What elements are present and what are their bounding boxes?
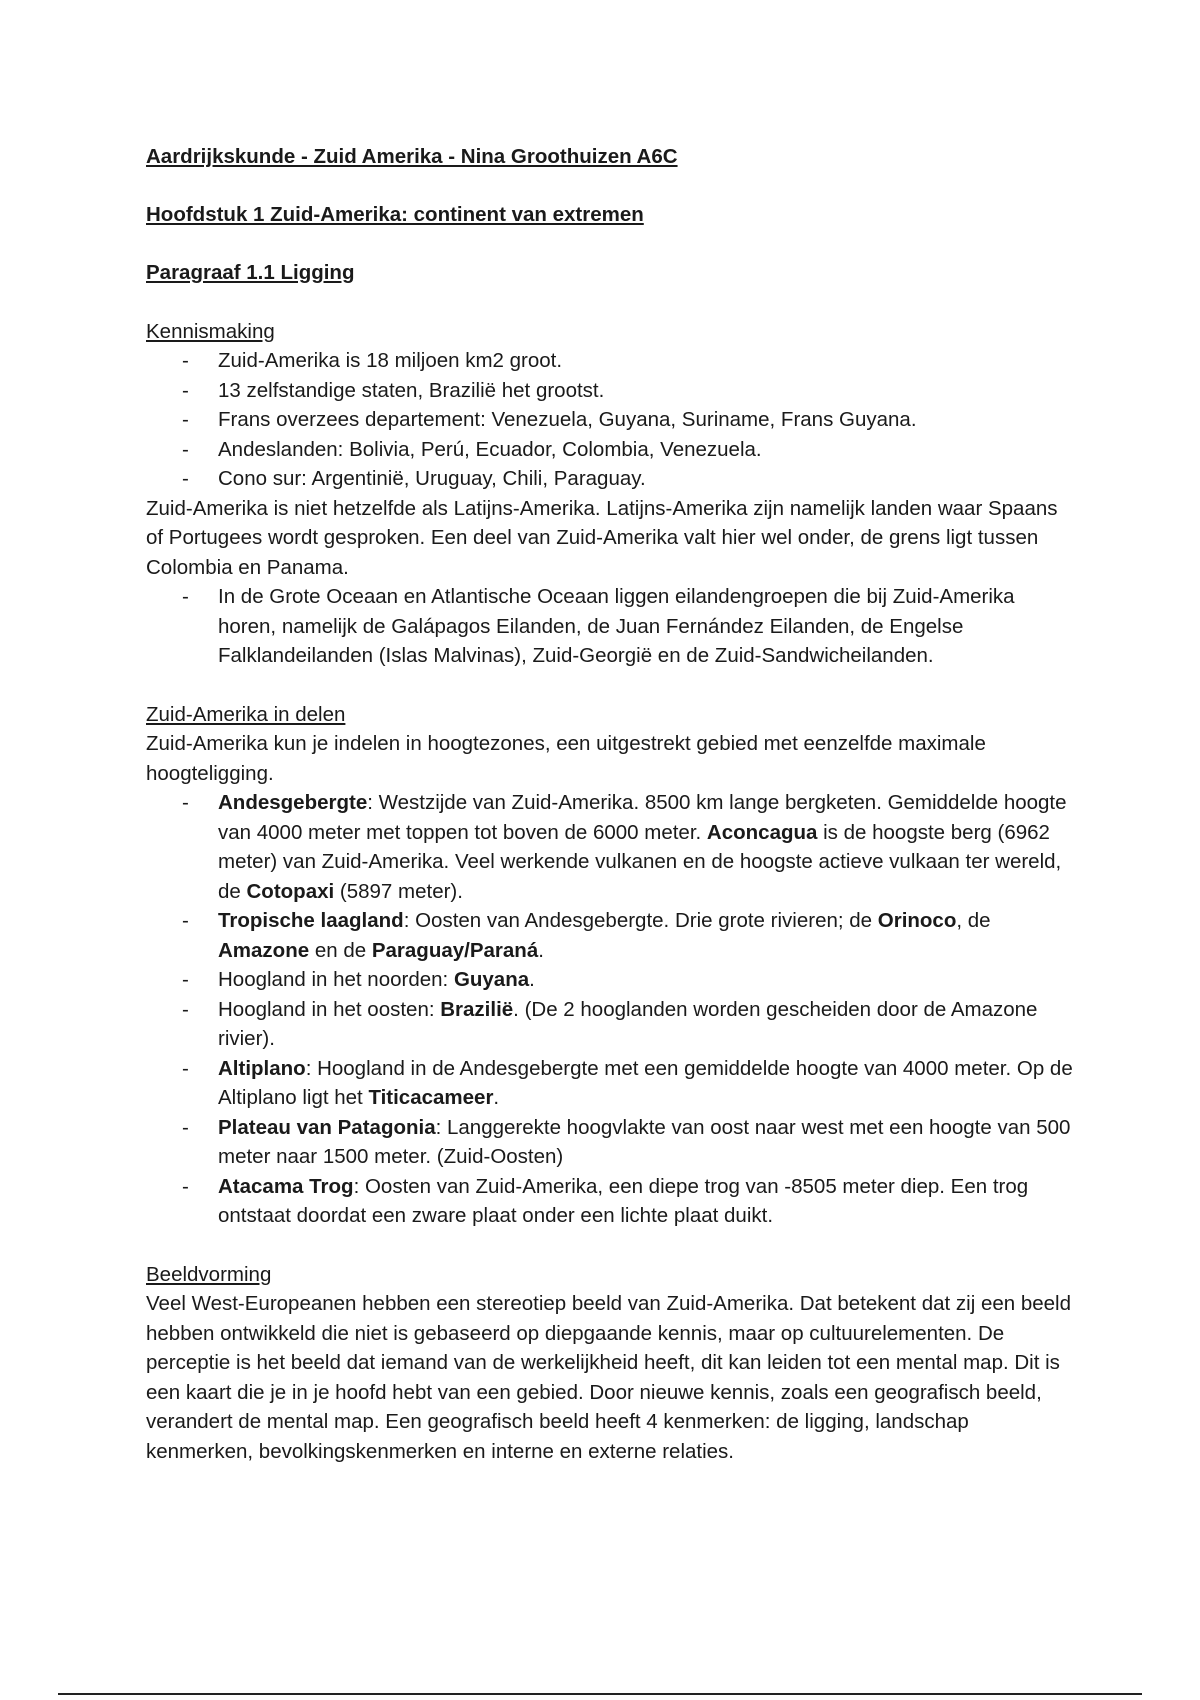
section-delen (146, 700, 1076, 1231)
term-bold: Altiplano (218, 1056, 306, 1080)
list-item: - In de Grote Oceaan en Atlantische Oceaan liggen eilandengroepen die bij Zuid-Amerika horen, namelijk de Galápagos Eilanden, de Juan Fernández Eilanden, de Engelse Falklandeilanden (Islas Malvinas), Zuid-Georgië en de Zuid-Sandwicheilanden. (146, 582, 1076, 671)
section-kennismaking (146, 317, 1076, 671)
list-item-tropisch: - Tropische laagland: Oosten van Andesgebergte. Drie grote rivieren; de Orinoco, de Amazone en de Paraguay/Paraná. (146, 906, 1076, 965)
chapter-heading: Hoofdstuk 1 Zuid-Amerika: continent van extremen (146, 202, 644, 226)
list-item: - Andeslanden: Bolivia, Perú, Ecuador, Colombia, Venezuela. (146, 435, 1076, 465)
list-item: - 13 zelfstandige staten, Brazilië het grootst. (146, 376, 1076, 406)
term-bold: Paraguay/Paraná (371, 938, 539, 962)
section-heading: Beeldvorming (146, 1262, 272, 1286)
document-page (146, 142, 1076, 1466)
footer-divider (58, 1693, 1142, 1695)
term-bold: Aconcagua (706, 820, 818, 844)
term-bold: Cotopaxi (246, 879, 335, 903)
list-item: - Frans overzees departement: Venezuela, Guyana, Suriname, Frans Guyana. (146, 405, 1076, 435)
body-text: Veel West-Europeanen hebben een stereotiep beeld van Zuid-Amerika. Dat betekent dat zij een beeld hebben ontwikkeld die niet is gebaseerd op diepgaande kennis, maar op cultuurelementen. De perceptie is het beeld dat iemand van de werkelijkheid heeft, dit kan leiden tot een mental map. Dit is een kaart die je in je hoofd hebt van een gebied. Door nieuwe kennis, zoals een geografisch beeld, verandert de mental map. Een geografisch beeld heeft 4 kenmerken: de ligging, landschap kenmerken, bevolkingskenmerken en interne en externe relaties. (146, 1292, 1072, 1463)
term-bold: Andesgebergte (218, 791, 368, 814)
list-item: - Zuid-Amerika is 18 miljoen km2 groot. (146, 346, 1076, 376)
term-bold: Brazilië (440, 997, 514, 1021)
term-bold: Titicacameer (368, 1086, 494, 1109)
section-beeldvorming (146, 1260, 1076, 1467)
section-heading: Kennismaking (146, 319, 275, 343)
section-heading: Zuid-Amerika in delen (146, 702, 346, 726)
term-bold: Guyana (453, 968, 530, 991)
term-bold: Tropische laagland (218, 909, 404, 932)
term-bold: Amazone (218, 938, 310, 962)
list-item-patagonia: - Plateau van Patagonia: Langgerekte hoogvlakte van oost naar west met een hoogte van 500 meter naar 1500 meter. (Zuid-Oosten) (146, 1113, 1076, 1172)
paragraph-heading: Paragraaf 1.1 Ligging (146, 261, 355, 284)
list-item-altiplano: - Altiplano: Hoogland in de Andesgebergte met een gemiddelde hoogte van 4000 meter. Op de Altiplano ligt het Titicacameer. (146, 1054, 1076, 1113)
bullet-list (146, 788, 1076, 1231)
body-text: Zuid-Amerika kun je indelen in hoogtezones, een uitgestrekt gebied met eenzelfde maximale hoogteligging. (146, 732, 986, 785)
term-bold: Orinoco (877, 909, 957, 932)
bullet-list (146, 582, 1076, 671)
term-bold: Plateau van Patagonia (218, 1115, 436, 1139)
list-item-andes: - Andesgebergte: Westzijde van Zuid-Amerika. 8500 km lange bergketen. Gemiddelde hoogte van 4000 meter met toppen tot boven de 6000 meter. Aconcagua is de hoogste berg (6962 meter) van Zuid-Amerika. Veel werkende vulkanen en de hoogste actieve vulkaan ter wereld, de Cotopaxi (5897 meter). (146, 788, 1076, 906)
list-item-noorden: - Hoogland in het noorden: Guyana. (146, 965, 1076, 995)
bullet-list (146, 346, 1076, 494)
list-item: - Cono sur: Argentinië, Uruguay, Chili, Paraguay. (146, 464, 1076, 494)
document-title: Aardrijkskunde - Zuid Amerika - Nina Groothuizen A6C (146, 145, 678, 168)
list-item-atacama: - Atacama Trog: Oosten van Zuid-Amerika, een diepe trog van -8505 meter diep. Een trog ontstaat doordat een zware plaat onder een lichte plaat duikt. (146, 1172, 1076, 1231)
term-bold: Atacama Trog (218, 1174, 354, 1198)
body-text: Zuid-Amerika is niet hetzelfde als Latijns-Amerika. Latijns-Amerika zijn namelijk landen waar Spaans of Portugees wordt gesproken. Een deel van Zuid-Amerika valt hier wel onder, de grens ligt tussen Colombia en Panama. (146, 496, 1058, 579)
list-item-oosten: - Hoogland in het oosten: Brazilië. (De 2 hooglanden worden gescheiden door de Amazone rivier). (146, 995, 1076, 1054)
